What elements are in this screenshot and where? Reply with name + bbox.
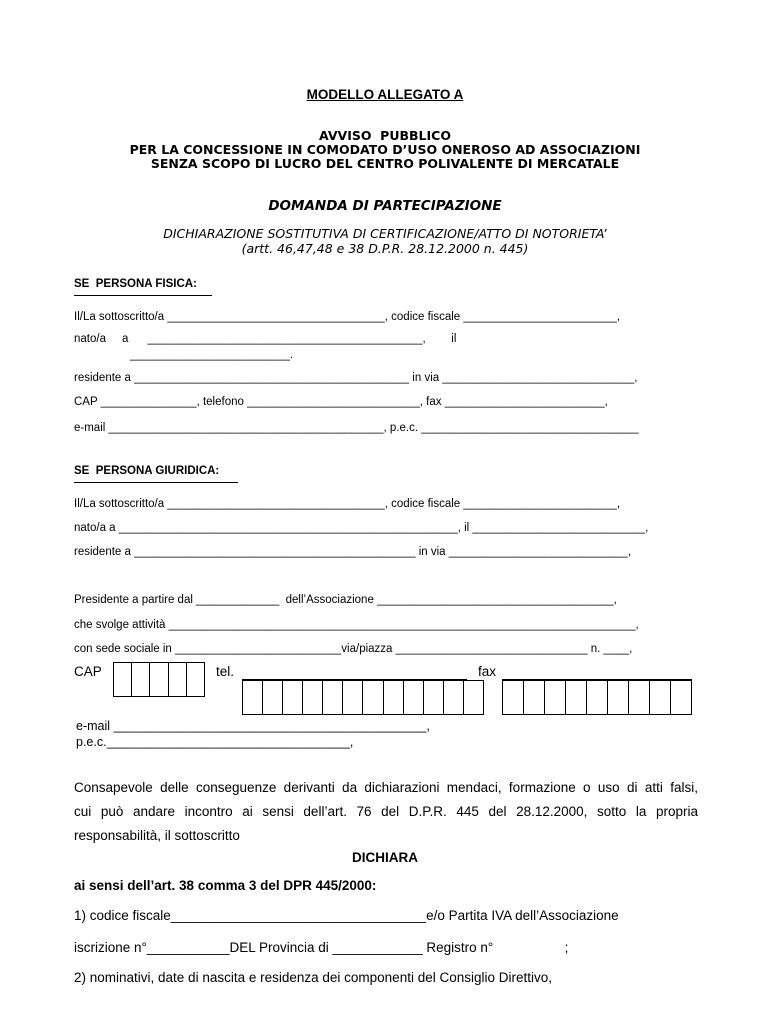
natural-person-heading: SE PERSONA FISICA: <box>74 278 197 290</box>
natural-person-line-email: e-mail ___________________________________________, p.e.c. __________________________________ <box>74 422 639 434</box>
declaration-subtitle-line2: (artt. 46,47,48 e 38 D.P.R. 28.12.2000 n. 445) <box>241 241 529 256</box>
model-title: MODELLO ALLEGATO A <box>306 87 464 102</box>
notice-title-line2: PER LA CONCESSIONE IN COMODATO D’USO ONEROSO AD ASSOCIAZIONI <box>129 142 641 157</box>
notice-title-line3: SENZA SCOPO DI LUCRO DEL CENTRO POLIVALENTE DI MERCATALE <box>150 156 620 171</box>
natural-person-line-birth: nato/a a ___________________________________________, il <box>74 333 457 345</box>
awareness-paragraph-line1: Consapevole delle conseguenze derivanti da dichiarazioni mendaci, formazione o uso di atti falsi, <box>74 780 698 795</box>
tel-boxes[interactable] <box>242 680 484 715</box>
tel-label: tel. <box>216 664 235 679</box>
notice-title-line1: AVVISO PUBBLICO <box>319 128 451 143</box>
declaration-subtitle-line1: DICHIARAZIONE SOSTITUTIVA DI CERTIFICAZIONE/ATTO DI NOTORIETA’ <box>163 226 607 241</box>
cap-boxes[interactable] <box>113 662 205 697</box>
declaration-item-2: 2) nominativi, date di nascita e residenza dei componenti del Consiglio Direttivo, <box>74 970 553 985</box>
natural-person-line-contacts: CAP _______________, telefono ___________________________, fax _________________________, <box>74 396 608 408</box>
natural-person-line-residence: residente a ___________________________________________ in via ______________________________, <box>74 372 638 384</box>
natural-person-heading-rule <box>74 295 212 296</box>
legal-person-line-residence: residente a ____________________________________________ in via ____________________________, <box>74 546 632 558</box>
legal-person-pec: p.e.c.___________________________________, <box>76 735 354 749</box>
fax-label: fax <box>478 664 497 679</box>
legal-person-line-seat: con sede sociale in __________________________via/piazza ______________________________ n. ____, <box>74 643 633 655</box>
legal-person-heading-rule <box>74 482 238 483</box>
natural-person-line-birth-date: _________________________. <box>130 349 294 361</box>
awareness-paragraph-line3: responsabilità, il sottoscritto <box>74 828 240 843</box>
cap-label: CAP <box>74 664 102 679</box>
legal-person-line-president: Presidente a partire dal _____________ dell’Associazione _____________________________________, <box>74 594 617 606</box>
declares-heading: DICHIARA <box>352 850 418 865</box>
fax-boxes[interactable] <box>502 680 692 715</box>
natural-person-line-name: Il/La sottoscritto/a __________________________________, codice fiscale ________________________, <box>74 311 621 323</box>
application-title: DOMANDA DI PARTECIPAZIONE <box>268 198 502 214</box>
legal-person-email: e-mail _____________________________________________, <box>76 719 430 733</box>
legal-basis: ai sensi dell’art. 38 comma 3 del DPR 445/2000: <box>74 878 377 893</box>
declaration-item-1-registry: iscrizione n°___________DEL Provincia di ____________ Registro n° ; <box>74 940 569 955</box>
awareness-paragraph-line2: cui può andare incontro ai sensi dell’art. 76 del D.P.R. 445 del 28.12.2000, sotto la propria <box>74 804 698 819</box>
legal-person-line-name: Il/La sottoscritto/a __________________________________, codice fiscale ________________________, <box>74 498 621 510</box>
declaration-item-1: 1) codice fiscale__________________________________e/o Partita IVA dell’Associazione <box>74 908 619 923</box>
legal-person-line-activity: che svolge attività _________________________________________________________________________, <box>74 619 639 631</box>
legal-person-line-birth: nato/a a _____________________________________________________, il ___________________________, <box>74 522 649 534</box>
legal-person-heading: SE PERSONA GIURIDICA: <box>74 465 220 477</box>
